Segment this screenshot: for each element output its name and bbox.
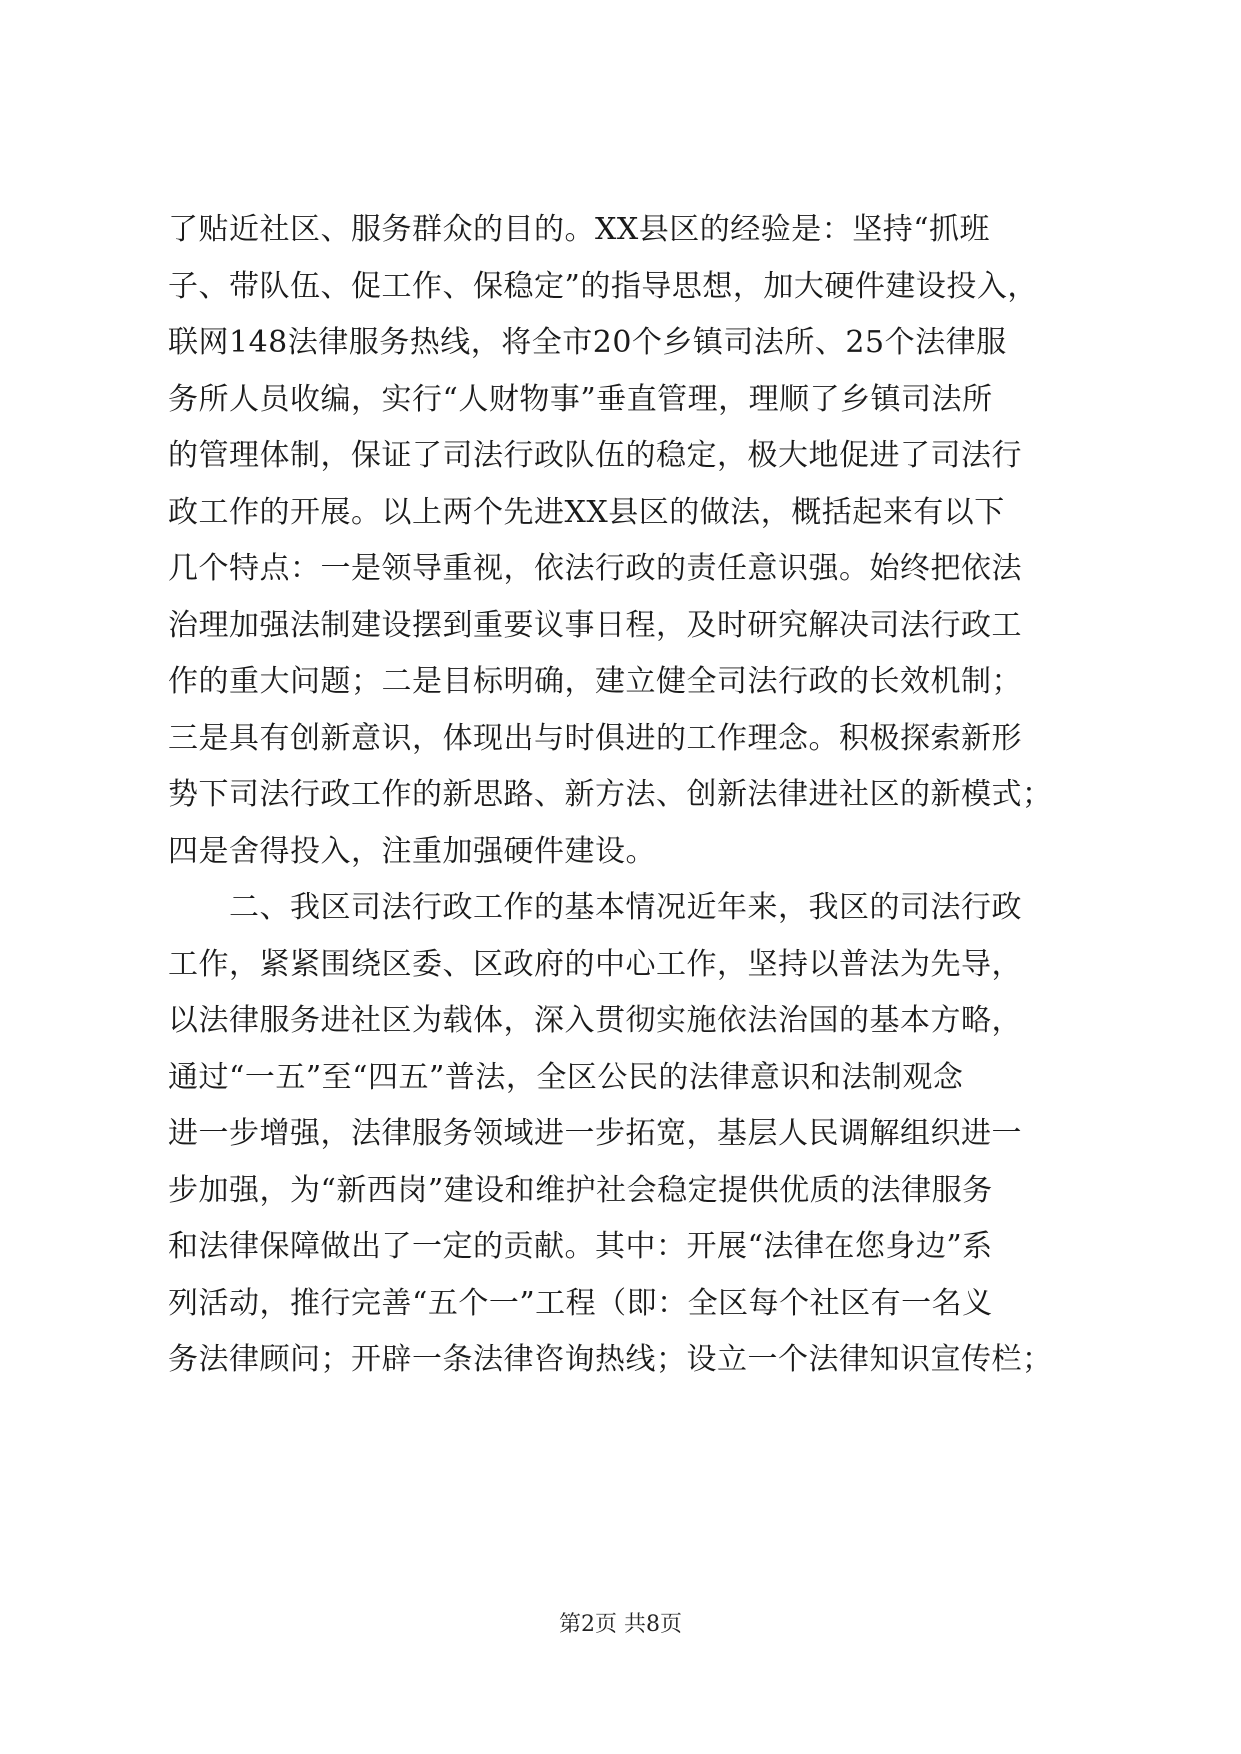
text-line: 势下司法行政工作的新思路、新方法、创新法律进社区的新模式；: [168, 777, 1053, 812]
text-line: 了贴近社区、服务群众的目的。XX县区的经验是：坚持“抓班: [168, 212, 991, 247]
text-line: 政工作的开展。以上两个先进XX县区的做法，概括起来有以下: [168, 495, 1005, 530]
text-line: 步加强，为“新西岗”建设和维护社会稳定提供优质的法律服务: [168, 1173, 993, 1208]
text-line: 作的重大问题；二是目标明确，建立健全司法行政的长效机制；: [168, 664, 1022, 699]
text-line: 列活动，推行完善“五个一”工程（即：全区每个社区有一名义: [168, 1286, 993, 1321]
text-line: 工作，紧紧围绕区委、区政府的中心工作，坚持以普法为先导，: [168, 947, 1022, 982]
text-line: 以法律服务进社区为载体，深入贯彻实施依法治国的基本方略，: [168, 1003, 1022, 1038]
text-line: 务所人员收编，实行“人财物事”垂直管理，理顺了乡镇司法所: [168, 382, 993, 417]
text-line: 治理加强法制建设摆到重要议事日程，及时研究解决司法行政工: [168, 608, 1022, 643]
text-line: 的管理体制，保证了司法行政队伍的稳定，极大地促进了司法行: [168, 438, 1022, 473]
text-line: 三是具有创新意识，体现出与时俱进的工作理念。积极探索新形: [168, 721, 1022, 756]
text-line: 子、带队伍、促工作、保稳定”的指导思想，加大硬件建设投入，: [168, 269, 1038, 304]
text-line: 和法律保障做出了一定的贡献。其中：开展“法律在您身边”系: [168, 1229, 993, 1264]
text-line: 务法律顾问；开辟一条法律咨询热线；设立一个法律知识宣传栏；: [168, 1342, 1053, 1377]
text-line: 联网148法律服务热线，将全市20个乡镇司法所、25个法律服: [168, 325, 1007, 360]
text-line: 二、我区司法行政工作的基本情况近年来，我区的司法行政: [168, 890, 1022, 925]
text-line: 四是舍得投入，注重加强硬件建设。: [168, 834, 656, 869]
text-line: 几个特点：一是领导重视，依法行政的责任意识强。始终把依法: [168, 551, 1022, 586]
text-line: 通过“一五”至“四五”普法，全区公民的法律意识和法制观念: [168, 1060, 964, 1095]
text-line: 进一步增强，法律服务领域进一步拓宽，基层人民调解组织进一: [168, 1116, 1022, 1151]
page-footer: 第2页 共8页: [559, 1612, 682, 1637]
